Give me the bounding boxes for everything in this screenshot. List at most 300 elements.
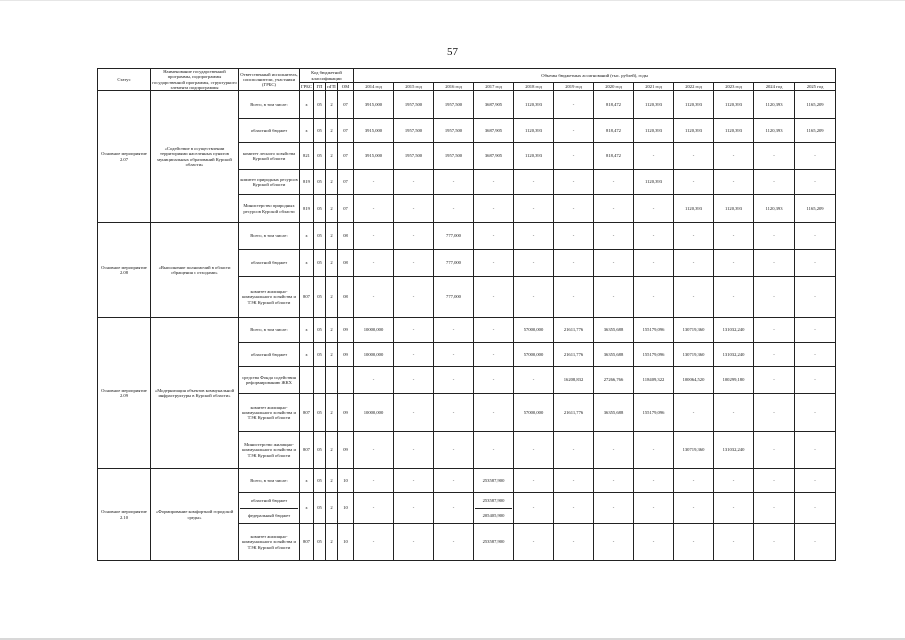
code-cell: 05	[314, 223, 326, 250]
executor-cell: областной бюджет	[239, 343, 300, 367]
header-status: Статус	[98, 69, 151, 91]
value-cell: -	[554, 195, 594, 223]
table-row	[98, 318, 836, 343]
code-cell: 05	[314, 119, 326, 143]
header-year: 2015 год	[394, 83, 434, 91]
value-cell: 57000,000	[514, 343, 554, 367]
value-cell: -	[634, 524, 674, 561]
header-executor: Ответственный исполнитель, соисполнители, участники (ГРБС)	[239, 69, 300, 91]
value-cell: -	[674, 223, 714, 250]
value-cell: -	[714, 277, 754, 318]
value-cell: -	[754, 277, 795, 318]
code-cell: 07	[338, 91, 354, 119]
value-cell: -	[754, 318, 795, 343]
value-cell: -	[514, 195, 554, 223]
value-cell: 130719,360	[674, 343, 714, 367]
value-cell: -	[795, 223, 836, 250]
header-year: 2025 год	[795, 83, 836, 91]
header-row-1	[98, 69, 836, 83]
value-cell: 16208,832	[554, 367, 594, 394]
code-cell: 819	[300, 170, 314, 195]
value-cell: -	[474, 277, 514, 318]
value-cell: -	[514, 524, 554, 561]
value-cell: 100064,520	[674, 367, 714, 394]
code-cell: 09	[338, 394, 354, 432]
value-cell: -	[554, 493, 594, 524]
value-cell: -	[594, 195, 634, 223]
value-cell: -	[394, 277, 434, 318]
value-cell: 155179,096	[634, 394, 674, 432]
table-row	[98, 469, 836, 493]
code-cell	[300, 367, 314, 394]
code-cell: 819	[300, 195, 314, 223]
value-cell: -	[714, 250, 754, 277]
value-cell: -	[514, 277, 554, 318]
program-name-cell: «Содействие в осуществлении территориями населенных пунктов муниципальных образований Курской области»	[151, 91, 239, 223]
code-cell: 2	[326, 250, 338, 277]
value-cell: -	[714, 223, 754, 250]
value-cell: 10000,000	[354, 318, 394, 343]
value-cell: -	[594, 493, 634, 524]
value-cell: -	[554, 91, 594, 119]
value-cell: -	[354, 432, 394, 469]
value-cell: 818,472	[594, 143, 634, 170]
value-cell: -	[754, 493, 795, 524]
value-cell: -	[514, 367, 554, 394]
executor-cell: комитет природных ресурсов Курской области	[239, 170, 300, 195]
code-cell: 05	[314, 143, 326, 170]
value-cell: -	[354, 524, 394, 561]
header-year: 2019 год	[554, 83, 594, 91]
value-cell: 36355,688	[594, 318, 634, 343]
code-cell: 08	[338, 223, 354, 250]
value-cell: -	[474, 250, 514, 277]
value-cell: -	[754, 524, 795, 561]
code-cell: 2	[326, 143, 338, 170]
value-cell: 1120,393	[634, 119, 674, 143]
value-cell: 100299,180	[714, 367, 754, 394]
code-cell: 07	[338, 170, 354, 195]
value-cell: 1120,393	[714, 119, 754, 143]
value-cell: 118409,322	[634, 367, 674, 394]
value-cell: -	[795, 367, 836, 394]
value-cell: -	[474, 394, 514, 432]
value-cell: -	[754, 394, 795, 432]
executor-cell: комитет жилищно-коммунального хозяйства и ТЭК Курской области	[239, 524, 300, 561]
code-cell: 821	[300, 143, 314, 170]
header-year: 2020 год	[594, 83, 634, 91]
value-cell: -	[394, 318, 434, 343]
value-cell: 57000,000	[514, 318, 554, 343]
code-cell: 05	[314, 343, 326, 367]
code-cell: 2	[326, 524, 338, 561]
value-cell: -	[754, 170, 795, 195]
code-cell: 05	[314, 432, 326, 469]
program-name-cell: «Формирование комфортной городской среды»	[151, 469, 239, 561]
code-cell: 807	[300, 432, 314, 469]
value-cell: -	[474, 223, 514, 250]
code-cell: 2	[326, 343, 338, 367]
value-cell: 1120,393	[754, 119, 795, 143]
value-cell: 1165,209	[795, 195, 836, 223]
code-cell: 10	[338, 469, 354, 493]
header-code: ОМ	[338, 83, 354, 91]
header-year: 2024 год	[754, 83, 795, 91]
code-cell: 807	[300, 524, 314, 561]
value-cell: 253587,900	[474, 524, 514, 561]
value-cell: 21611,776	[554, 318, 594, 343]
value-cell: 10000,000	[354, 343, 394, 367]
code-cell: 2	[326, 277, 338, 318]
table-row	[98, 223, 836, 250]
code-cell: х	[300, 469, 314, 493]
value-cell: 155179,096	[634, 343, 674, 367]
value-cell: 21611,776	[554, 394, 594, 432]
value-cell: -	[554, 250, 594, 277]
value-cell: -	[354, 469, 394, 493]
value-cell: -	[434, 195, 474, 223]
code-cell: х	[300, 250, 314, 277]
value-cell: -	[634, 250, 674, 277]
executor-cell: Министерство жилищно-коммунального хозяйства и ТЭК Курской области	[239, 432, 300, 469]
value-cell: -	[714, 170, 754, 195]
value-cell: 1120,393	[514, 143, 554, 170]
value-cell: -	[674, 170, 714, 195]
code-cell: х	[300, 91, 314, 119]
value-cell: -	[594, 432, 634, 469]
code-cell: х	[300, 318, 314, 343]
code-cell: 2	[326, 394, 338, 432]
code-cell: 08	[338, 277, 354, 318]
value-cell: 777,000	[434, 223, 474, 250]
value-cell: -	[394, 367, 434, 394]
value-cell: -	[795, 493, 836, 524]
value-cell: 1120,393	[714, 195, 754, 223]
value-cell: -	[554, 524, 594, 561]
value-cell: -	[354, 277, 394, 318]
value-cell: -	[674, 277, 714, 318]
value-cell: -	[434, 318, 474, 343]
executor-cell: Всего, в том числе:	[239, 318, 300, 343]
value-cell: -	[514, 469, 554, 493]
code-cell: х	[300, 119, 314, 143]
value-cell: 818,472	[594, 91, 634, 119]
value-cell: 777,000	[434, 277, 474, 318]
value-cell: 1120,393	[674, 195, 714, 223]
value-cell: -	[795, 432, 836, 469]
value-cell: -	[795, 343, 836, 367]
page-top-edge	[0, 0, 905, 1]
code-cell: 10	[338, 493, 354, 524]
code-cell: 05	[314, 277, 326, 318]
value-cell: -	[514, 223, 554, 250]
value-cell: -	[795, 394, 836, 432]
value-cell: 131032,240	[714, 318, 754, 343]
executor-cell: комитет жилищно-коммунального хозяйства и ТЭК Курской области	[239, 394, 300, 432]
value-cell: -	[514, 170, 554, 195]
value-cell: -	[474, 432, 514, 469]
value-cell: -	[795, 318, 836, 343]
value-cell: -	[434, 524, 474, 561]
value-line: 205405,900	[482, 512, 505, 518]
value-cell: -	[754, 143, 795, 170]
code-cell: 2	[326, 469, 338, 493]
value-cell: -	[594, 524, 634, 561]
header-budget-code: Код бюджетной классификации	[300, 69, 354, 83]
value-cell: 1120,393	[634, 170, 674, 195]
executor-cell: областной бюджет	[239, 119, 300, 143]
value-cell: -	[554, 432, 594, 469]
value-cell: 1120,393	[754, 91, 795, 119]
header-code: ГП	[314, 83, 326, 91]
page-number: 57	[447, 46, 458, 58]
value-cell: 131032,240	[714, 343, 754, 367]
header-year: 2016 год	[434, 83, 474, 91]
value-cell: -	[394, 223, 434, 250]
value-cell: -	[354, 195, 394, 223]
value-cell: 1120,393	[634, 91, 674, 119]
value-cell: -	[434, 469, 474, 493]
value-cell: -	[754, 343, 795, 367]
value-cell: -	[634, 432, 674, 469]
value-cell: -	[714, 394, 754, 432]
value-cell: -	[394, 469, 434, 493]
value-cell: 36355,688	[594, 394, 634, 432]
value-cell: -	[714, 143, 754, 170]
header-year: 2018 год	[514, 83, 554, 91]
value-cell: 3915,000	[354, 119, 394, 143]
value-cell: 1165,209	[795, 91, 836, 119]
value-cell: 1120,393	[514, 119, 554, 143]
value-cell: -	[594, 170, 634, 195]
value-cell: 1120,393	[754, 195, 795, 223]
header-code: ГРБС	[301, 84, 312, 90]
value-cell: -	[674, 394, 714, 432]
value-cell: 1120,393	[514, 91, 554, 119]
program-name-cell: «Модернизация объектов коммунальной инфраструктуры в Курской области»	[151, 318, 239, 469]
value-cell: -	[795, 143, 836, 170]
value-cell: -	[634, 143, 674, 170]
value-cell: 818,472	[594, 119, 634, 143]
code-cell: 807	[300, 277, 314, 318]
code-cell	[326, 367, 338, 394]
table-body	[98, 91, 836, 561]
header-year: 2021 год	[634, 83, 674, 91]
value-cell: -	[394, 343, 434, 367]
status-cell: Основное мероприятие 2.08	[98, 223, 151, 318]
value-cell: -	[554, 469, 594, 493]
value-cell: -	[674, 469, 714, 493]
value-cell: -	[514, 493, 554, 524]
value-cell: -	[634, 195, 674, 223]
header-volumes: Объемы бюджетных ассигнований (тыс. рублей), годы	[354, 69, 836, 83]
code-cell	[338, 367, 354, 394]
value-cell: -	[754, 432, 795, 469]
status-cell: Основное мероприятие 2.09	[98, 318, 151, 469]
value-cell	[474, 493, 514, 524]
code-cell: 2	[326, 170, 338, 195]
status-cell: Основное мероприятие 2.07	[98, 91, 151, 223]
header-program-name: Наименование государственной программы, подпрограммы государственной программы, структурного элемента подпрограммы	[152, 69, 237, 90]
value-cell: -	[434, 170, 474, 195]
value-cell: -	[474, 170, 514, 195]
code-cell	[314, 367, 326, 394]
value-cell: -	[554, 143, 594, 170]
value-cell: -	[795, 524, 836, 561]
value-cell: -	[474, 318, 514, 343]
code-cell: 05	[314, 195, 326, 223]
code-cell: 2	[326, 432, 338, 469]
executor-cell: комитет лесного хозяйства Курской области	[239, 143, 300, 170]
value-cell: -	[674, 493, 714, 524]
header-year: 2014 год	[354, 83, 394, 91]
value-cell: -	[394, 170, 434, 195]
value-cell: 21611,776	[554, 343, 594, 367]
value-cell: -	[714, 524, 754, 561]
executor-cell: средства Фонда содействия реформированию ЖКХ	[239, 367, 300, 394]
executor-cell: Всего, в том числе:	[239, 91, 300, 119]
header-code: пГП	[327, 84, 336, 90]
value-cell: 36355,688	[594, 343, 634, 367]
value-cell: -	[674, 143, 714, 170]
code-cell: 07	[338, 195, 354, 223]
value-cell: 27266,766	[594, 367, 634, 394]
value-cell: 1957,500	[394, 119, 434, 143]
value-cell: -	[754, 250, 795, 277]
value-cell: -	[434, 493, 474, 524]
value-cell: 130719,360	[674, 432, 714, 469]
code-cell: 05	[314, 250, 326, 277]
executor-cell: Всего, в том числе:	[239, 469, 300, 493]
executor-cell: Всего, в том числе:	[239, 223, 300, 250]
value-cell: -	[795, 469, 836, 493]
value-cell: -	[554, 119, 594, 143]
code-cell: 05	[314, 318, 326, 343]
executor-line: федеральный бюджет	[247, 512, 291, 518]
value-cell: -	[474, 195, 514, 223]
code-cell: 05	[314, 394, 326, 432]
value-cell: 1957,500	[434, 143, 474, 170]
value-cell: 1957,500	[434, 91, 474, 119]
budget-table	[97, 68, 836, 561]
executor-cell: комитет жилищно-коммунального хозяйства и ТЭК Курской области	[239, 277, 300, 318]
value-cell: -	[554, 277, 594, 318]
value-cell: -	[754, 367, 795, 394]
value-cell: 130719,360	[674, 318, 714, 343]
code-cell: 09	[338, 432, 354, 469]
value-cell: 1957,500	[394, 91, 434, 119]
value-cell: -	[594, 250, 634, 277]
value-cell: 3687,905	[474, 119, 514, 143]
header-year: 2023 год	[714, 83, 754, 91]
value-cell: -	[474, 367, 514, 394]
value-cell: -	[634, 493, 674, 524]
value-cell: -	[714, 493, 754, 524]
code-cell: 05	[314, 469, 326, 493]
value-cell: -	[795, 170, 836, 195]
value-cell: -	[754, 223, 795, 250]
value-cell: -	[394, 394, 434, 432]
value-cell: 1957,500	[394, 143, 434, 170]
executor-cell: Министерство природных ресурсов Курской области	[239, 195, 300, 223]
code-cell: 08	[338, 250, 354, 277]
code-cell: 807	[300, 394, 314, 432]
code-cell: 2	[326, 493, 338, 524]
value-cell: -	[674, 250, 714, 277]
value-cell: -	[354, 250, 394, 277]
value-cell: -	[354, 367, 394, 394]
value-cell: -	[634, 277, 674, 318]
value-cell: 155179,096	[634, 318, 674, 343]
header-year: 2017 год	[474, 83, 514, 91]
code-cell: х	[300, 343, 314, 367]
code-cell: 2	[326, 119, 338, 143]
value-cell: 3687,905	[474, 143, 514, 170]
code-cell: 10	[338, 524, 354, 561]
value-cell: -	[634, 223, 674, 250]
value-cell: -	[634, 469, 674, 493]
code-cell: х	[300, 223, 314, 250]
value-cell: -	[394, 250, 434, 277]
value-cell: -	[795, 277, 836, 318]
executor-cell: областной бюджет	[239, 250, 300, 277]
value-cell: -	[354, 493, 394, 524]
code-cell: 05	[314, 170, 326, 195]
status-cell: Основное мероприятие 2.10	[98, 469, 151, 561]
value-cell: 1957,500	[434, 119, 474, 143]
value-cell: 1165,209	[795, 119, 836, 143]
value-cell: -	[554, 170, 594, 195]
value-cell: 777,000	[434, 250, 474, 277]
value-cell: -	[674, 524, 714, 561]
value-cell: -	[434, 367, 474, 394]
code-cell: х	[300, 493, 314, 524]
table-row	[98, 91, 836, 119]
code-cell: 05	[314, 493, 326, 524]
value-cell: 131032,240	[714, 432, 754, 469]
code-cell: 09	[338, 343, 354, 367]
value-cell: 3915,000	[354, 143, 394, 170]
value-cell: -	[354, 170, 394, 195]
value-cell: -	[594, 469, 634, 493]
header-year: 2022 год	[674, 83, 714, 91]
code-cell: 2	[326, 91, 338, 119]
executor-line: областной бюджет	[240, 494, 298, 508]
code-cell: 07	[338, 143, 354, 170]
value-cell: 1120,393	[674, 119, 714, 143]
value-cell: -	[514, 250, 554, 277]
value-cell: -	[594, 277, 634, 318]
value-cell: -	[754, 469, 795, 493]
value-cell: -	[434, 343, 474, 367]
code-cell: 09	[338, 318, 354, 343]
value-cell: -	[354, 223, 394, 250]
code-cell: 05	[314, 91, 326, 119]
value-cell: 10000,000	[354, 394, 394, 432]
value-cell: 1120,393	[674, 91, 714, 119]
value-cell: -	[714, 469, 754, 493]
value-cell: 57000,000	[514, 394, 554, 432]
code-cell: 05	[314, 524, 326, 561]
value-cell: -	[394, 432, 434, 469]
value-cell: -	[594, 223, 634, 250]
code-cell: 07	[338, 119, 354, 143]
code-cell: 2	[326, 195, 338, 223]
value-cell: -	[554, 223, 594, 250]
value-cell: 1120,393	[714, 91, 754, 119]
value-cell: -	[795, 250, 836, 277]
value-cell: -	[394, 524, 434, 561]
